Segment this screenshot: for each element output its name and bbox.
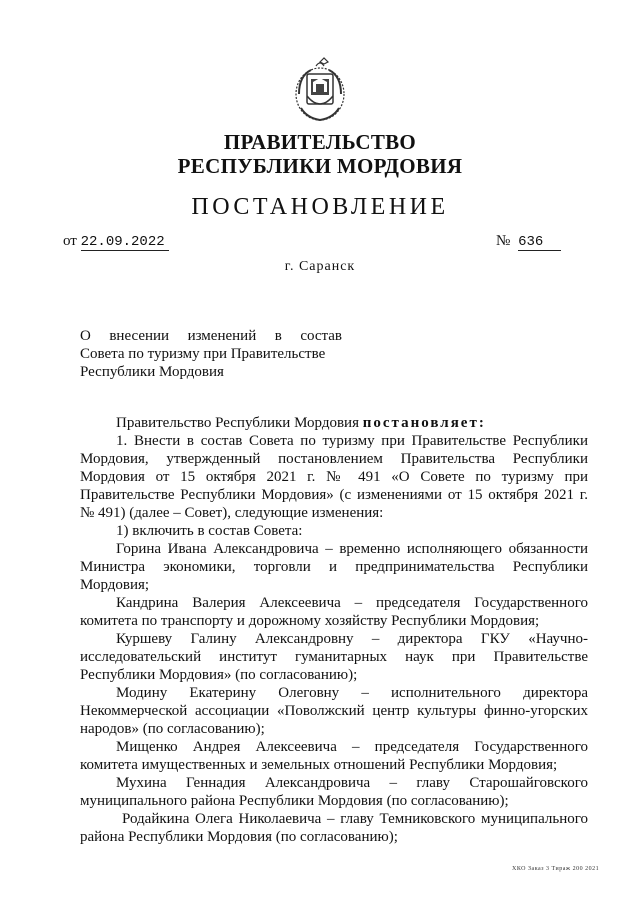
- body-line: Мищенко Андрея Алексеевича – председателя Государственного: [116, 739, 588, 755]
- subject-line: О внесении изменений в состав: [80, 328, 342, 344]
- body-line: Мордовия от 15 октября 2021 г. № 491 «О Совете по туризму при: [80, 469, 588, 485]
- document-subject: [80, 327, 342, 381]
- body-line: Правительстве Республики Мордовия» (с изменениями от 15 октября 2021 г.: [80, 487, 588, 503]
- city-name: г. Саранск: [284, 259, 356, 274]
- decree-intro-line: [80, 414, 588, 432]
- org-title-line1: ПРАВИТЕЛЬСТВО: [223, 130, 417, 154]
- print-note: ХКО Заказ 3 Тираж 200 2021: [512, 866, 600, 872]
- body-line: Куршеву Галину Александровну – директора ГКУ «Научно-: [116, 631, 588, 647]
- org-title-line2: РЕСПУБЛИКИ МОРДОВИЯ: [177, 154, 463, 178]
- decree-word: постановляет:: [362, 415, 486, 431]
- body-line: района Республики Мордовия (по согласованию);: [80, 829, 398, 845]
- subject-line: Республики Мордовия: [80, 364, 224, 380]
- body-line: муниципального района Республики Мордовия (по согласованию);: [80, 793, 509, 809]
- body-line: 1) включить в состав Совета:: [116, 523, 303, 539]
- body-line: Республики Мордовия» (по согласованию);: [80, 667, 358, 683]
- body-line: Родайкина Олега Николаевича – главу Темниковского муниципального: [122, 811, 588, 827]
- date-value: 22.09.2022: [81, 234, 169, 251]
- date-prefix: от: [63, 233, 77, 249]
- body-line: 1. Внести в состав Совета по туризму при Правительстве Республики: [116, 433, 588, 449]
- body-line: комитета имущественных и земельных отношений Республики Мордовия;: [80, 757, 558, 773]
- body-line: исследовательский институт гуманитарных наук при Правительстве: [80, 649, 588, 665]
- body-line: Мордовия;: [80, 577, 150, 593]
- body-line: Кандрина Валерия Алексеевича – председателя Государственного: [116, 595, 588, 611]
- body-line: Мухина Геннадия Александровича – главу Старошайговского: [116, 775, 588, 791]
- body-line: Мордовия, утвержденный постановлением Правительства Республики: [80, 451, 588, 467]
- document-type-title: ПОСТАНОВЛЕНИЕ: [191, 194, 449, 220]
- body-line: Некоммерческой ассоциации «Поволжский центр культуры финно-угорских: [80, 703, 588, 719]
- body-line: Горина Ивана Александровича – временно исполняющего обязанности: [116, 541, 588, 557]
- document-body: [80, 414, 588, 846]
- decree-intro: Правительство Республики Мордовия: [116, 415, 359, 431]
- subject-line: Совета по туризму при Правительстве: [80, 346, 326, 362]
- coat-of-arms-icon: [293, 56, 347, 122]
- number-value: 636: [518, 234, 561, 251]
- body-line: № 491) (далее – Совет), следующие изменения:: [80, 505, 384, 521]
- body-line: комитета по транспорту и дорожному хозяйству Республики Мордовия;: [80, 613, 540, 629]
- document-date: [63, 233, 169, 250]
- body-line: Министра экономики, торговли и предпринимательства Республики: [80, 559, 588, 575]
- body-line: народов» (по согласованию);: [80, 721, 265, 737]
- document-number: [496, 233, 561, 250]
- body-line: Модину Екатерину Олеговну – исполнительного директора: [116, 685, 588, 701]
- number-prefix: №: [496, 233, 511, 249]
